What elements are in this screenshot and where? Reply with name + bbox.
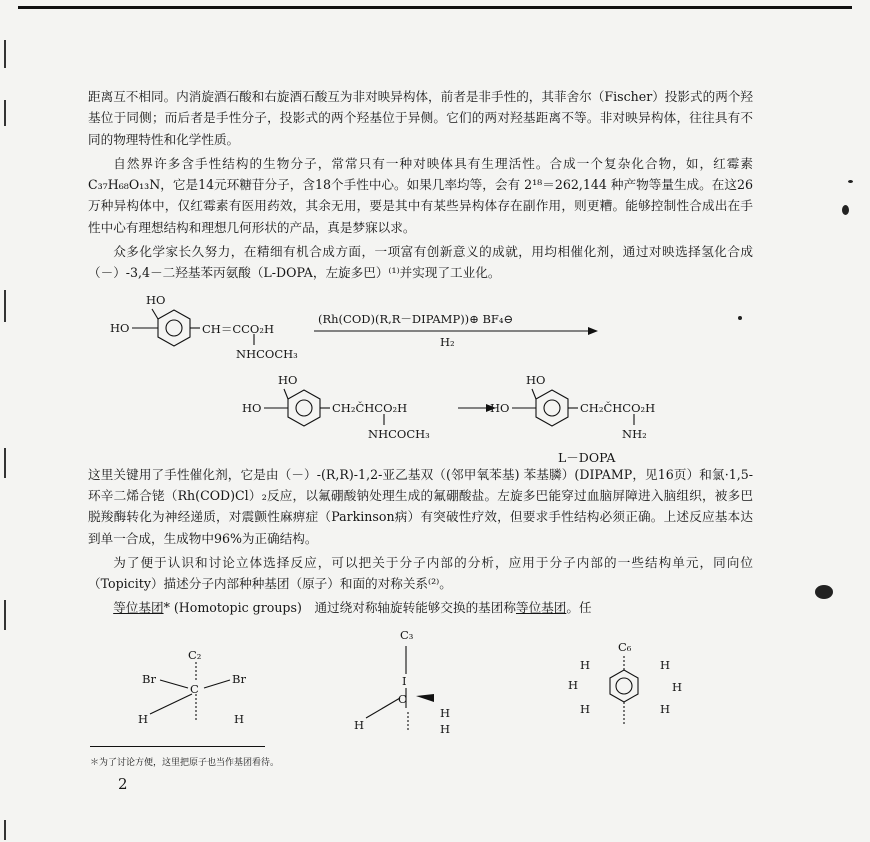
ldopa-label: L－DOPA: [558, 449, 616, 465]
benzene-hydrogen: H: [580, 657, 591, 672]
paragraph-3: 众多化学家长久努力，在精细有机合成方面，一项富有创新意义的成就，用均相催化剂，通过对映选择氢化合成（－）-3,4－二羟基苯丙氨酸（L-DOPA，左旋多巴）⁽¹⁾并实现了工业化。: [88, 244, 753, 281]
side-chain-1: CH＝CCO₂H: [202, 321, 274, 336]
hydrogen-right-1: H: [234, 711, 245, 726]
scan-speck: [815, 585, 833, 599]
margin-mark: [4, 100, 6, 126]
term-homotopic-2: 等位基团: [515, 600, 567, 616]
top-rule: [18, 6, 852, 9]
margin-mark: [4, 448, 6, 478]
page-body: [88, 86, 753, 742]
paragraph-6-text: * (Homotopic groups) 通过绕对称轴旋转能够交换的基团称: [163, 600, 516, 616]
amide-group-1: NHCOCH₃: [236, 346, 298, 361]
symmetry-structures: [88, 622, 753, 742]
side-chain-3: CH₂ČHCO₂H: [580, 400, 656, 415]
structure-bonds: [88, 622, 753, 742]
paragraph-1: 距离互不相同。内消旋酒石酸和右旋酒石酸互为非对映异构体，前者是非手性的，其菲舍尔（Fischer）投影式的两个羟基位于同侧；而后者是手性分子，投影式的两个羟基位于异侧。它们的两对羟基距离不等。非对映异构体，往往具有不同的物理特性和化学性质。: [88, 89, 753, 147]
hydrogen-2: H: [440, 705, 451, 720]
page-number: 2: [118, 775, 128, 793]
ho-group-left-2: HO: [242, 400, 262, 415]
scan-speck: [848, 180, 853, 183]
axis-label-c3: C₃: [400, 627, 414, 642]
bromine-right: Br: [232, 671, 246, 686]
paragraph-5: 为了便于认识和讨论立体选择反应，可以把关于分子内部的分析，应用于分子内部的一些结构单元，同向位（Topicity）描述分子内部种种基团（原子）和面的对称关系⁽²⁾。: [88, 554, 753, 592]
benzene-hydrogen: H: [672, 679, 683, 694]
axis-label-c6: C₆: [618, 639, 632, 654]
ldopa-reaction-scheme: [88, 287, 753, 465]
paragraph-2: 自然界许多含手性结构的生物分子，常常只有一种对映体具有生理活性。合成一个复杂化合物，如，红霉素 C₃₇H₆₈O₁₃N，它是14元环糖苷分子，含18个手性中心。如果几率均等，会有 2¹⁸＝262,144 种产物等量生成。在这26万种异构体中，仅红霉素有医用药效，其余无用，要是其中有某些异构体存在副作用，则更糟。能够控制性合成出在手性中心有理想结构和理想几何形状的产品，真是梦寐以求。: [88, 155, 753, 235]
axis-label-c2: C₂: [188, 647, 202, 662]
carbon-center-1: C: [190, 681, 199, 696]
catalyst-label: (Rh(COD)(R,R－DIPAMP))⊕ BF₄⊖: [318, 311, 514, 326]
benzene-hydrogen: H: [660, 657, 671, 672]
paragraph-6: [88, 597, 753, 618]
paragraph-6-tail: 。任: [566, 600, 592, 616]
margin-mark: [4, 600, 6, 630]
benzene-hydrogen: H: [568, 677, 579, 692]
term-homotopic: 等位基团: [113, 600, 164, 616]
hydrogen-3: H: [440, 721, 451, 736]
footnote-rule: [90, 746, 265, 747]
bromine-left: Br: [142, 671, 156, 686]
ho-group-left-3: HO: [490, 400, 510, 415]
margin-mark: [4, 820, 6, 840]
benzene-hydrogen: H: [580, 701, 591, 716]
margin-mark: [4, 290, 6, 322]
ho-group-top-2: HO: [278, 372, 298, 387]
carbon-center-2: C: [398, 691, 407, 706]
ho-group-top-3: HO: [526, 372, 546, 387]
margin-mark: [4, 40, 6, 68]
amine-group-3: NH₂: [622, 426, 647, 441]
side-chain-2: CH₂ČHCO₂H: [332, 400, 408, 415]
hydrogen-1: H: [354, 717, 365, 732]
footnote: ＊为了讨论方便，这里把原子也当作基团看待。: [90, 758, 280, 768]
ho-group-left-1: HO: [110, 320, 130, 335]
hydrogen-left-1: H: [138, 711, 149, 726]
iodine-atom: I: [402, 673, 407, 688]
scan-speck: [842, 205, 849, 215]
ho-group-top-1: HO: [146, 292, 166, 307]
benzene-hydrogen: H: [660, 701, 671, 716]
hydrogen-label: H₂: [440, 334, 455, 349]
amide-group-2: NHCOCH₃: [368, 426, 430, 441]
paragraph-4: 这里关键用了手性催化剂，它是由（－）-(R,R)-1,2-亚乙基双（(邻甲氧苯基) 苯基膦）(DIPAMP，见16页）和氯·1,5-环辛二烯合铑（Rh(COD)Cl）₂反应，以氟硼酸钠处理生成的氟硼酸盐。左旋多巴能穿过血脑屏障进入脑组织，被多巴脱羧酶转化为神经递质，对震颤性麻痹症（Parkinson病）有突破性疗效，但要求手性结构必须正确。上述反应基本达到单一合成，生成物中96%为正确结构。: [88, 466, 753, 546]
